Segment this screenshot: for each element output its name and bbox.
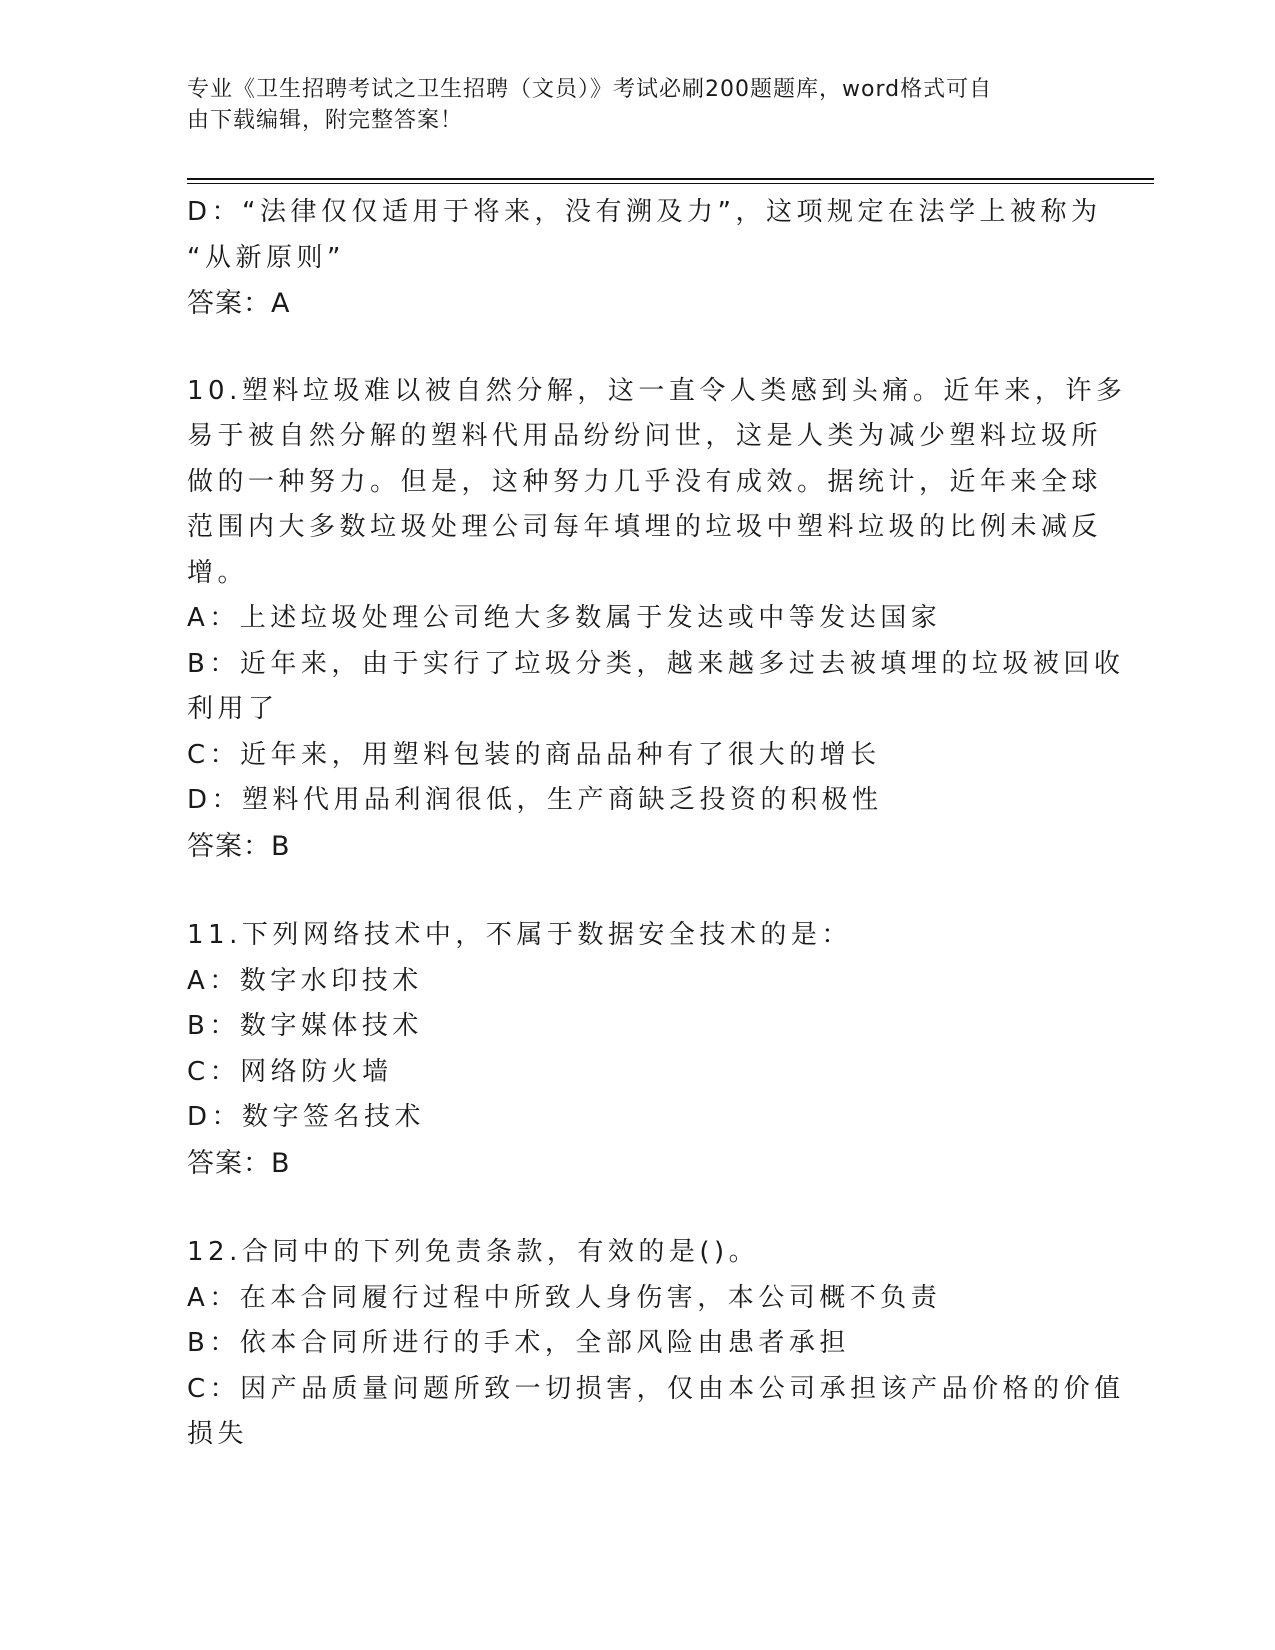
option-d: D：数字签名技术 <box>187 1102 426 1132</box>
option-a: A：上述垃圾处理公司绝大多数属于发达或中等发达国家 <box>187 603 942 633</box>
question-11 <box>187 913 1087 1186</box>
option-b: B：依本合同所进行的手术，全部风险由患者承担 <box>187 1328 850 1358</box>
option-d: D：塑料代用品利润很低，生产商缺乏投资的积极性 <box>187 785 883 815</box>
question-stem-line: 做的一种努力。但是，这种努力几乎没有成效。据统计，近年来全球 <box>187 466 1103 497</box>
question-stem-line: 易于被自然分解的塑料代用品纷纷问世，这是人类为减少塑料垃圾所 <box>187 421 1103 451</box>
header-line-2: 由下载编辑，附完整答案！ <box>187 108 464 133</box>
option-d-line-2: “从新原则” <box>187 242 345 273</box>
question-stem: 11.下列网络技术中，不属于数据安全技术的是： <box>187 920 852 950</box>
header-divider-thin <box>187 183 1154 184</box>
question-stem: 12.合同中的下列免责条款，有效的是()。 <box>187 1237 760 1267</box>
option-c-line-1: C：因产品质量问题所致一切损害，仅由本公司承担该产品价格的价值 <box>187 1373 1125 1404</box>
header-line-1: 专业《卫生招聘考试之卫生招聘（文员）》考试必刷200题题库，word格式可自 <box>187 77 993 102</box>
question-12 <box>187 1230 1125 1458</box>
option-d-line-1: D：“法律仅仅适用于将来，没有溯及力”，这项规定在法学上被称为 <box>187 197 1102 227</box>
previous-question-tail <box>187 190 1102 327</box>
option-c-line-2: 损失 <box>187 1419 249 1449</box>
question-stem-line: 增。 <box>187 557 249 588</box>
header-divider-thick <box>187 178 1154 180</box>
document-header <box>187 74 1067 136</box>
answer-line: 答案：B <box>187 1147 291 1179</box>
question-stem-line: 10.塑料垃圾难以被自然分解，这一直令人类感到头痛。近年来，许多 <box>187 375 1127 406</box>
option-b-line-2: 利用了 <box>187 694 279 724</box>
option-c: C：近年来，用塑料包装的商品品种有了很大的增长 <box>187 739 881 770</box>
option-a: A：在本合同履行过程中所致人身伤害，本公司概不负责 <box>187 1282 942 1313</box>
question-stem-line: 范围内大多数垃圾处理公司每年填埋的垃圾中塑料垃圾的比例未减反 <box>187 512 1103 542</box>
option-a: A：数字水印技术 <box>187 965 423 996</box>
question-10 <box>187 369 1127 870</box>
option-b: B：数字媒体技术 <box>187 1011 423 1041</box>
option-b-line-1: B：近年来，由于实行了垃圾分类，越来越多过去被填埋的垃圾被回收 <box>187 648 1125 679</box>
answer-line: 答案：B <box>187 830 291 862</box>
question-content <box>187 190 1127 1458</box>
answer-line: 答案：A <box>187 288 291 319</box>
option-c: C：网络防火墙 <box>187 1056 393 1087</box>
